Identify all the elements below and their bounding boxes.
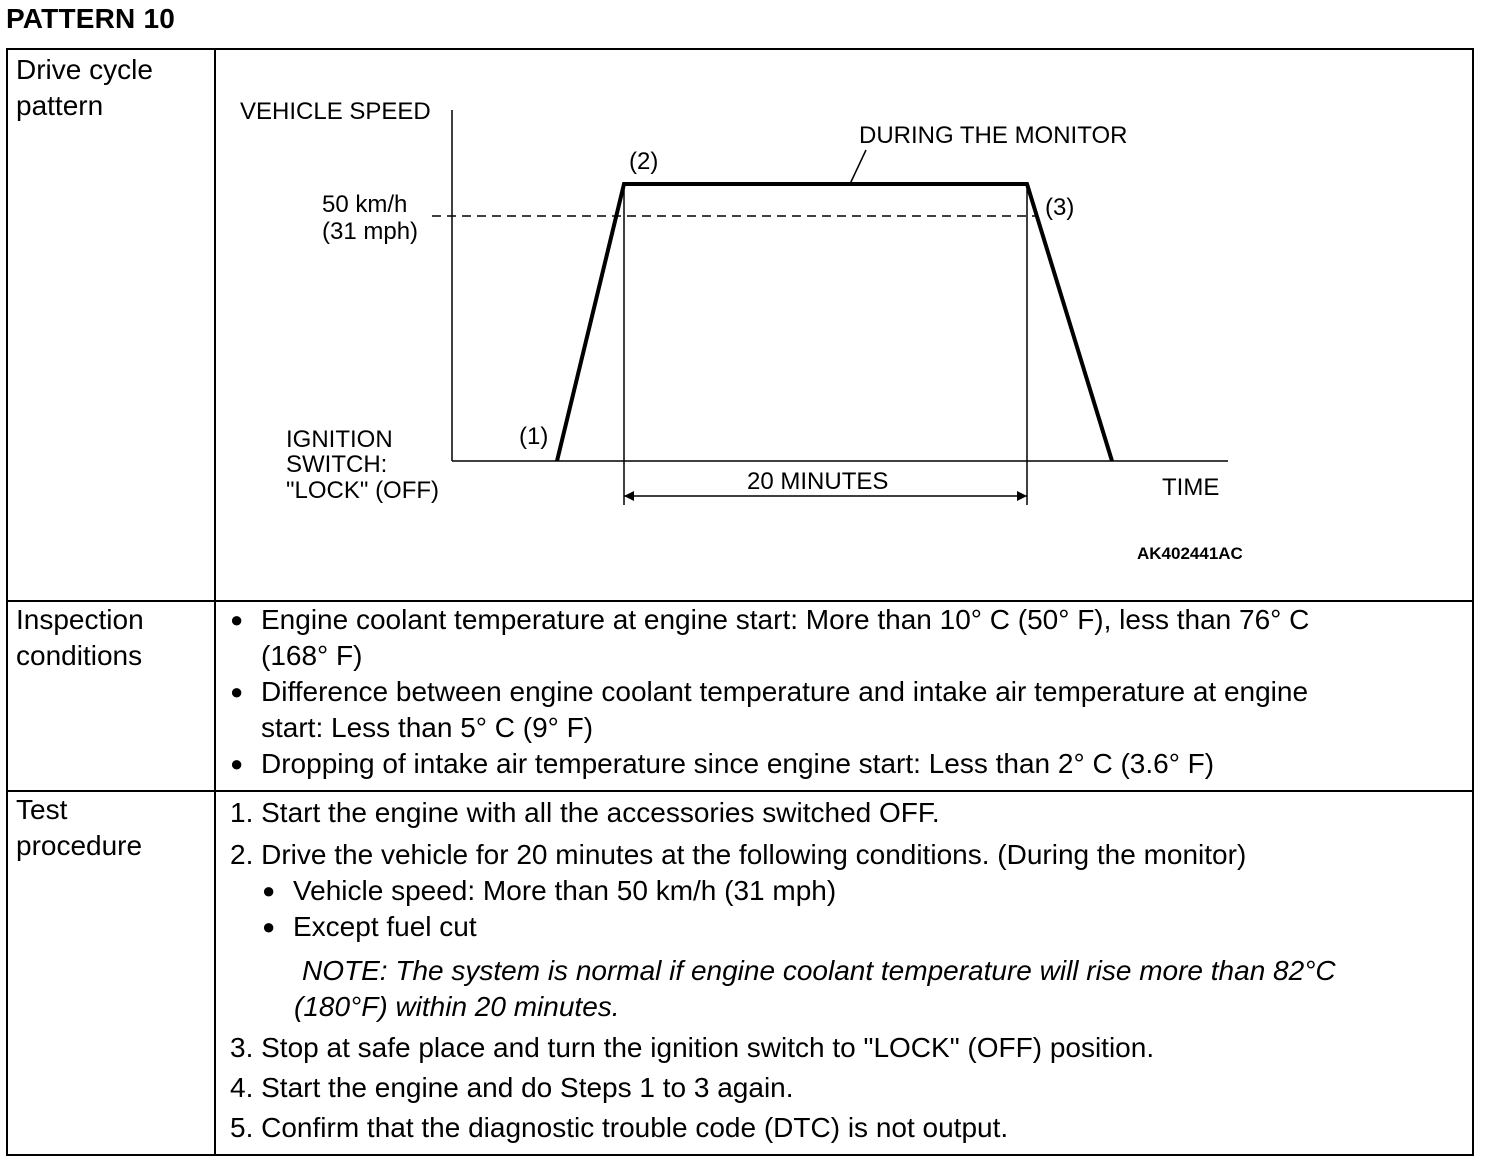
monitor-label: DURING THE MONITOR <box>859 122 1128 149</box>
inspection-label-line1: Inspection <box>16 604 144 635</box>
bullet-icon: ● <box>262 878 276 903</box>
point-2-label: (2) <box>629 148 659 175</box>
inspection-item-2 <box>261 674 1308 746</box>
page-title: PATTERN 10 <box>6 3 175 34</box>
bullet-icon: ● <box>262 914 276 939</box>
note <box>294 953 1336 1025</box>
inspection-item-3-line1: Dropping of intake air temperature since engine start: Less than 2° C (3.6° F) <box>261 748 1215 779</box>
figure-code: AK402441AC <box>1137 544 1243 563</box>
test-label-line1: Test <box>16 794 68 825</box>
monitor-leader <box>850 150 866 184</box>
row-divider <box>8 790 1472 792</box>
inspection-item-1-line2: (168° F) <box>261 640 363 671</box>
ignition-label-line1: IGNITION <box>286 426 393 453</box>
ignition-label-line3: "LOCK" (OFF) <box>286 477 440 504</box>
bullet-icon: ● <box>230 751 244 776</box>
step-2: 2. Drive the vehicle for 20 minutes at the following conditions. (During the monitor) <box>230 839 1247 870</box>
inspection-label <box>16 602 144 674</box>
point-3-label: (3) <box>1045 194 1075 221</box>
step-4: 4. Start the engine and do Steps 1 to 3 again. <box>230 1072 794 1103</box>
inspection-item-3 <box>261 746 1214 782</box>
note-line1: NOTE: The system is normal if engine coolant temperature will rise more than 82°C <box>302 955 1336 986</box>
point-1-label: (1) <box>519 423 549 450</box>
bullet-icon: ● <box>230 679 244 704</box>
inspection-item-2-line2: start: Less than 5° C (9° F) <box>261 712 594 743</box>
step-5: 5. Confirm that the diagnostic trouble code (DTC) is not output. <box>230 1112 1009 1143</box>
step-1: 1. Start the engine with all the accessories switched OFF. <box>230 797 940 828</box>
note-line2: (180°F) within 20 minutes. <box>294 991 620 1022</box>
bullet-icon: ● <box>230 607 244 632</box>
step-2-sub-1: Vehicle speed: More than 50 km/h (31 mph) <box>293 875 837 906</box>
speed-profile <box>557 184 1112 461</box>
duration-label: 20 MINUTES <box>747 468 889 495</box>
step-3: 3. Stop at safe place and turn the ignition switch to "LOCK" (OFF) position. <box>230 1032 1155 1063</box>
step-2-sub-2: Except fuel cut <box>293 911 477 942</box>
speed-label-line1: 50 km/h <box>322 191 408 218</box>
drive-cycle-label-line2: pattern <box>16 90 104 121</box>
speed-label-line2: (31 mph) <box>322 218 419 245</box>
y-axis-label: VEHICLE SPEED <box>240 98 431 125</box>
drive-cycle-label-line1: Drive cycle <box>16 54 153 85</box>
test-label-line2: procedure <box>16 830 143 861</box>
inspection-item-1-line1: Engine coolant temperature at engine start: More than 10° C (50° F), less than 76° C <box>261 604 1310 635</box>
test-procedure-label <box>16 792 142 864</box>
inspection-item-2-line1: Difference between engine coolant temperature and intake air temperature at engine <box>261 676 1309 707</box>
ignition-label-line2: SWITCH: <box>286 451 388 478</box>
inspection-label-line2: conditions <box>16 640 143 671</box>
inspection-item-1 <box>261 602 1309 674</box>
x-axis-label: TIME <box>1162 474 1220 501</box>
